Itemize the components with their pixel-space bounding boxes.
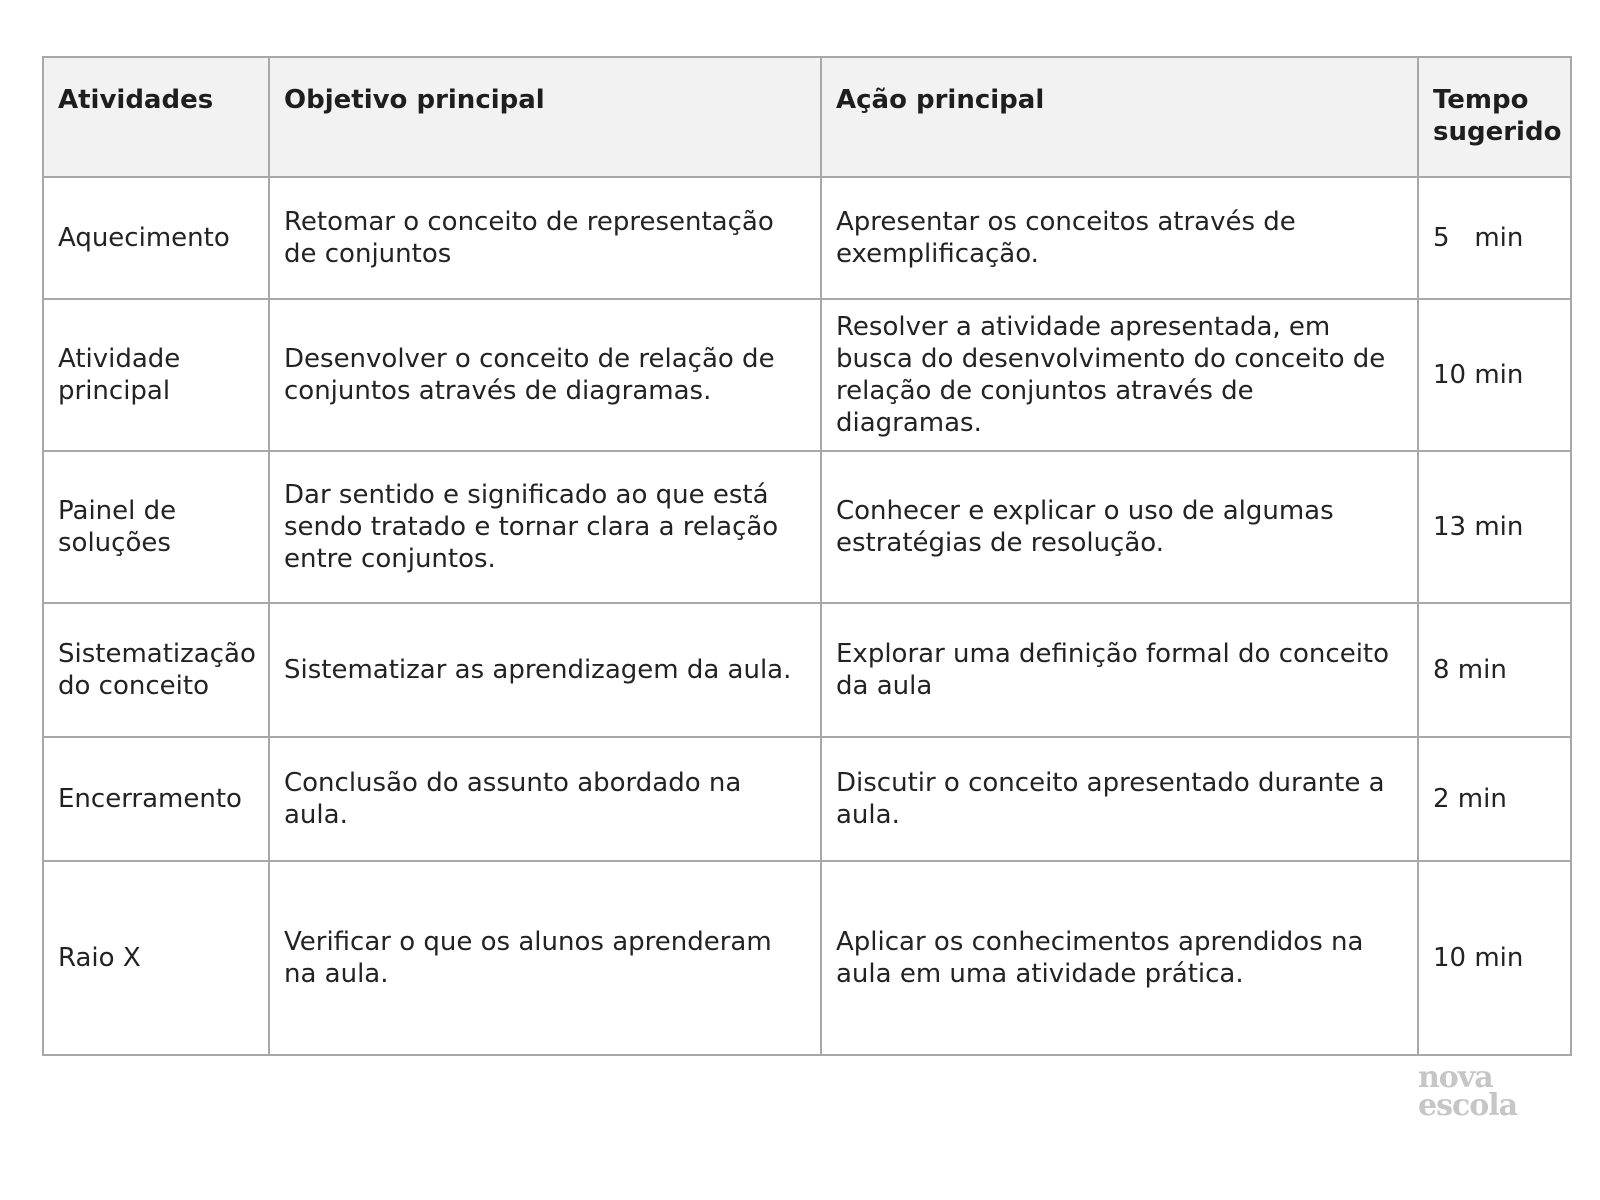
action-cell: Resolver a atividade apresentada, em busca do desenvolvimento do conceito de relação de conjuntos através de diagramas. — [821, 299, 1418, 451]
table-row — [43, 299, 1571, 451]
header-main-action: Ação principal — [821, 57, 1418, 177]
activity-cell: Sistematização do conceito — [43, 603, 269, 737]
activity-cell: Aquecimento — [43, 177, 269, 299]
action-cell: Explorar uma definição formal do conceito da aula — [821, 603, 1418, 737]
table-row — [43, 737, 1571, 861]
time-cell: 2 min — [1418, 737, 1571, 861]
action-cell: Discutir o conceito apresentado durante a aula. — [821, 737, 1418, 861]
activity-cell: Atividade principal — [43, 299, 269, 451]
header-suggested-time: Tempo sugerido — [1418, 57, 1571, 177]
nova-escola-logo — [1418, 1060, 1538, 1123]
lesson-plan-table — [42, 56, 1572, 1056]
logo-line-nova: nova — [1418, 1060, 1493, 1095]
table-header — [43, 57, 1571, 177]
time-cell: 8 min — [1418, 603, 1571, 737]
header-main-objective: Objetivo principal — [269, 57, 821, 177]
header-activities: Atividades — [43, 57, 269, 177]
objective-cell: Desenvolver o conceito de relação de conjuntos através de diagramas. — [269, 299, 821, 451]
table-row — [43, 603, 1571, 737]
logo-line-escola: escola — [1418, 1088, 1518, 1123]
table-body — [43, 177, 1571, 1055]
time-cell: 10 min — [1418, 861, 1571, 1055]
activity-cell: Painel de soluções — [43, 451, 269, 603]
table-row — [43, 451, 1571, 603]
table-row — [43, 861, 1571, 1055]
objective-cell: Retomar o conceito de representação de conjuntos — [269, 177, 821, 299]
action-cell: Conhecer e explicar o uso de algumas estratégias de resolução. — [821, 451, 1418, 603]
action-cell: Aplicar os conhecimentos aprendidos na aula em uma atividade prática. — [821, 861, 1418, 1055]
objective-cell: Dar sentido e significado ao que está sendo tratado e tornar clara a relação entre conjuntos. — [269, 451, 821, 603]
header-row — [43, 57, 1571, 177]
time-cell: 5 min — [1418, 177, 1571, 299]
time-cell: 13 min — [1418, 451, 1571, 603]
table-row — [43, 177, 1571, 299]
activity-cell: Raio X — [43, 861, 269, 1055]
objective-cell: Conclusão do assunto abordado na aula. — [269, 737, 821, 861]
action-cell: Apresentar os conceitos através de exemplificação. — [821, 177, 1418, 299]
time-cell: 10 min — [1418, 299, 1571, 451]
objective-cell: Verificar o que os alunos aprenderam na aula. — [269, 861, 821, 1055]
objective-cell: Sistematizar as aprendizagem da aula. — [269, 603, 821, 737]
activity-cell: Encerramento — [43, 737, 269, 861]
